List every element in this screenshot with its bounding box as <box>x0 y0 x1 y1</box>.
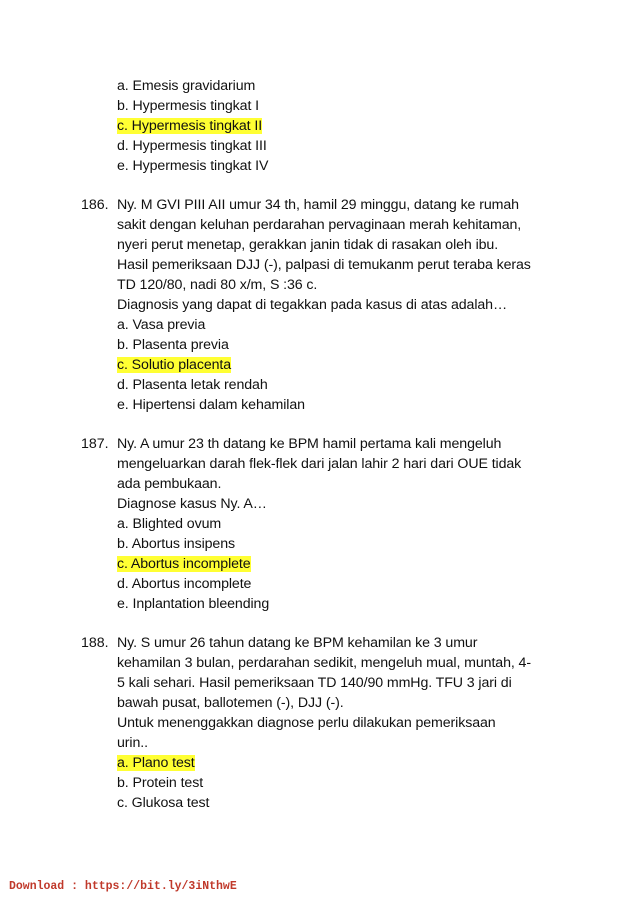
download-link[interactable]: Download : https://bit.ly/3iNthwE <box>9 880 237 893</box>
q186-option-d: d. Plasenta letak rendah <box>117 377 268 393</box>
q187-option-a: a. Blighted ovum <box>117 516 222 532</box>
q187-option-d: d. Abortus incomplete <box>117 576 252 592</box>
q188-option-a-answer <box>117 754 195 774</box>
q186-stem-line-6: Diagnosis yang dapat di tegakkan pada kasus di atas adalah… <box>117 297 508 313</box>
q188-stem-line-2: kehamilan 3 bulan, perdarahan sedikit, mengeluh mual, muntah, 4- <box>117 655 531 671</box>
q187-option-c-answer <box>117 555 251 575</box>
q186-option-c-answer <box>117 356 231 376</box>
q187-stem-line-3: ada pembukaan. <box>117 476 222 492</box>
q185-answer-highlight: c. Hypermesis tingkat II <box>117 118 263 134</box>
q187-stem-line-4: Diagnose kasus Ny. A… <box>117 496 267 512</box>
q186-stem-line-4: Hasil pemeriksaan DJJ (-), palpasi di temukanm perut teraba keras <box>117 257 531 273</box>
q188-option-c: c. Glukosa test <box>117 795 210 811</box>
q186-stem-line-1: Ny. M GVI PIII AII umur 34 th, hamil 29 minggu, datang ke rumah <box>117 197 519 213</box>
q188-option-b: b. Protein test <box>117 775 204 791</box>
q187-number: 187. <box>81 436 109 452</box>
q186-option-b: b. Plasenta previa <box>117 337 229 353</box>
q186-number: 186. <box>81 197 109 213</box>
q185-option-b: b. Hypermesis tingkat I <box>117 98 259 114</box>
q188-number: 188. <box>81 635 109 651</box>
q187-stem-line-2: mengeluarkan darah flek-flek dari jalan lahir 2 hari dari OUE tidak <box>117 456 522 472</box>
q186-stem-line-5: TD 120/80, nadi 80 x/m, S :36 c. <box>117 277 318 293</box>
q186-option-a: a. Vasa previa <box>117 317 206 333</box>
q188-stem-line-3: 5 kali sehari. Hasil pemeriksaan TD 140/90 mmHg. TFU 3 jari di <box>117 675 512 691</box>
q187-option-e: e. Inplantation bleending <box>117 596 270 612</box>
q185-option-d: d. Hypermesis tingkat III <box>117 138 267 154</box>
q188-stem-line-4: bawah pusat, ballotemen (-), DJJ (-). <box>117 695 344 711</box>
q188-answer-highlight: a. Plano test <box>117 755 195 771</box>
q185-option-e: e. Hypermesis tingkat IV <box>117 158 269 174</box>
q187-stem-line-1: Ny. A umur 23 th datang ke BPM hamil pertama kali mengeluh <box>117 436 502 452</box>
q187-answer-highlight: c. Abortus incomplete <box>117 556 251 572</box>
q185-option-c-answer <box>117 117 262 137</box>
q188-stem-line-1: Ny. S umur 26 tahun datang ke BPM kehamilan ke 3 umur <box>117 635 478 651</box>
q185-option-a: a. Emesis gravidarium <box>117 78 256 94</box>
q186-stem-line-3: nyeri perut menetap, gerakkan janin tidak di rasakan oleh ibu. <box>117 237 499 253</box>
q188-stem-line-6: urin.. <box>117 735 148 751</box>
q186-option-e: e. Hipertensi dalam kehamilan <box>117 397 305 413</box>
q186-answer-highlight: c. Solutio placenta <box>117 357 232 373</box>
q188-stem-line-5: Untuk menenggakkan diagnose perlu dilakukan pemeriksaan <box>117 715 496 731</box>
q186-stem-line-2: sakit dengan keluhan perdarahan pervaginaan merah kehitaman, <box>117 217 522 233</box>
q187-option-b: b. Abortus insipens <box>117 536 235 552</box>
